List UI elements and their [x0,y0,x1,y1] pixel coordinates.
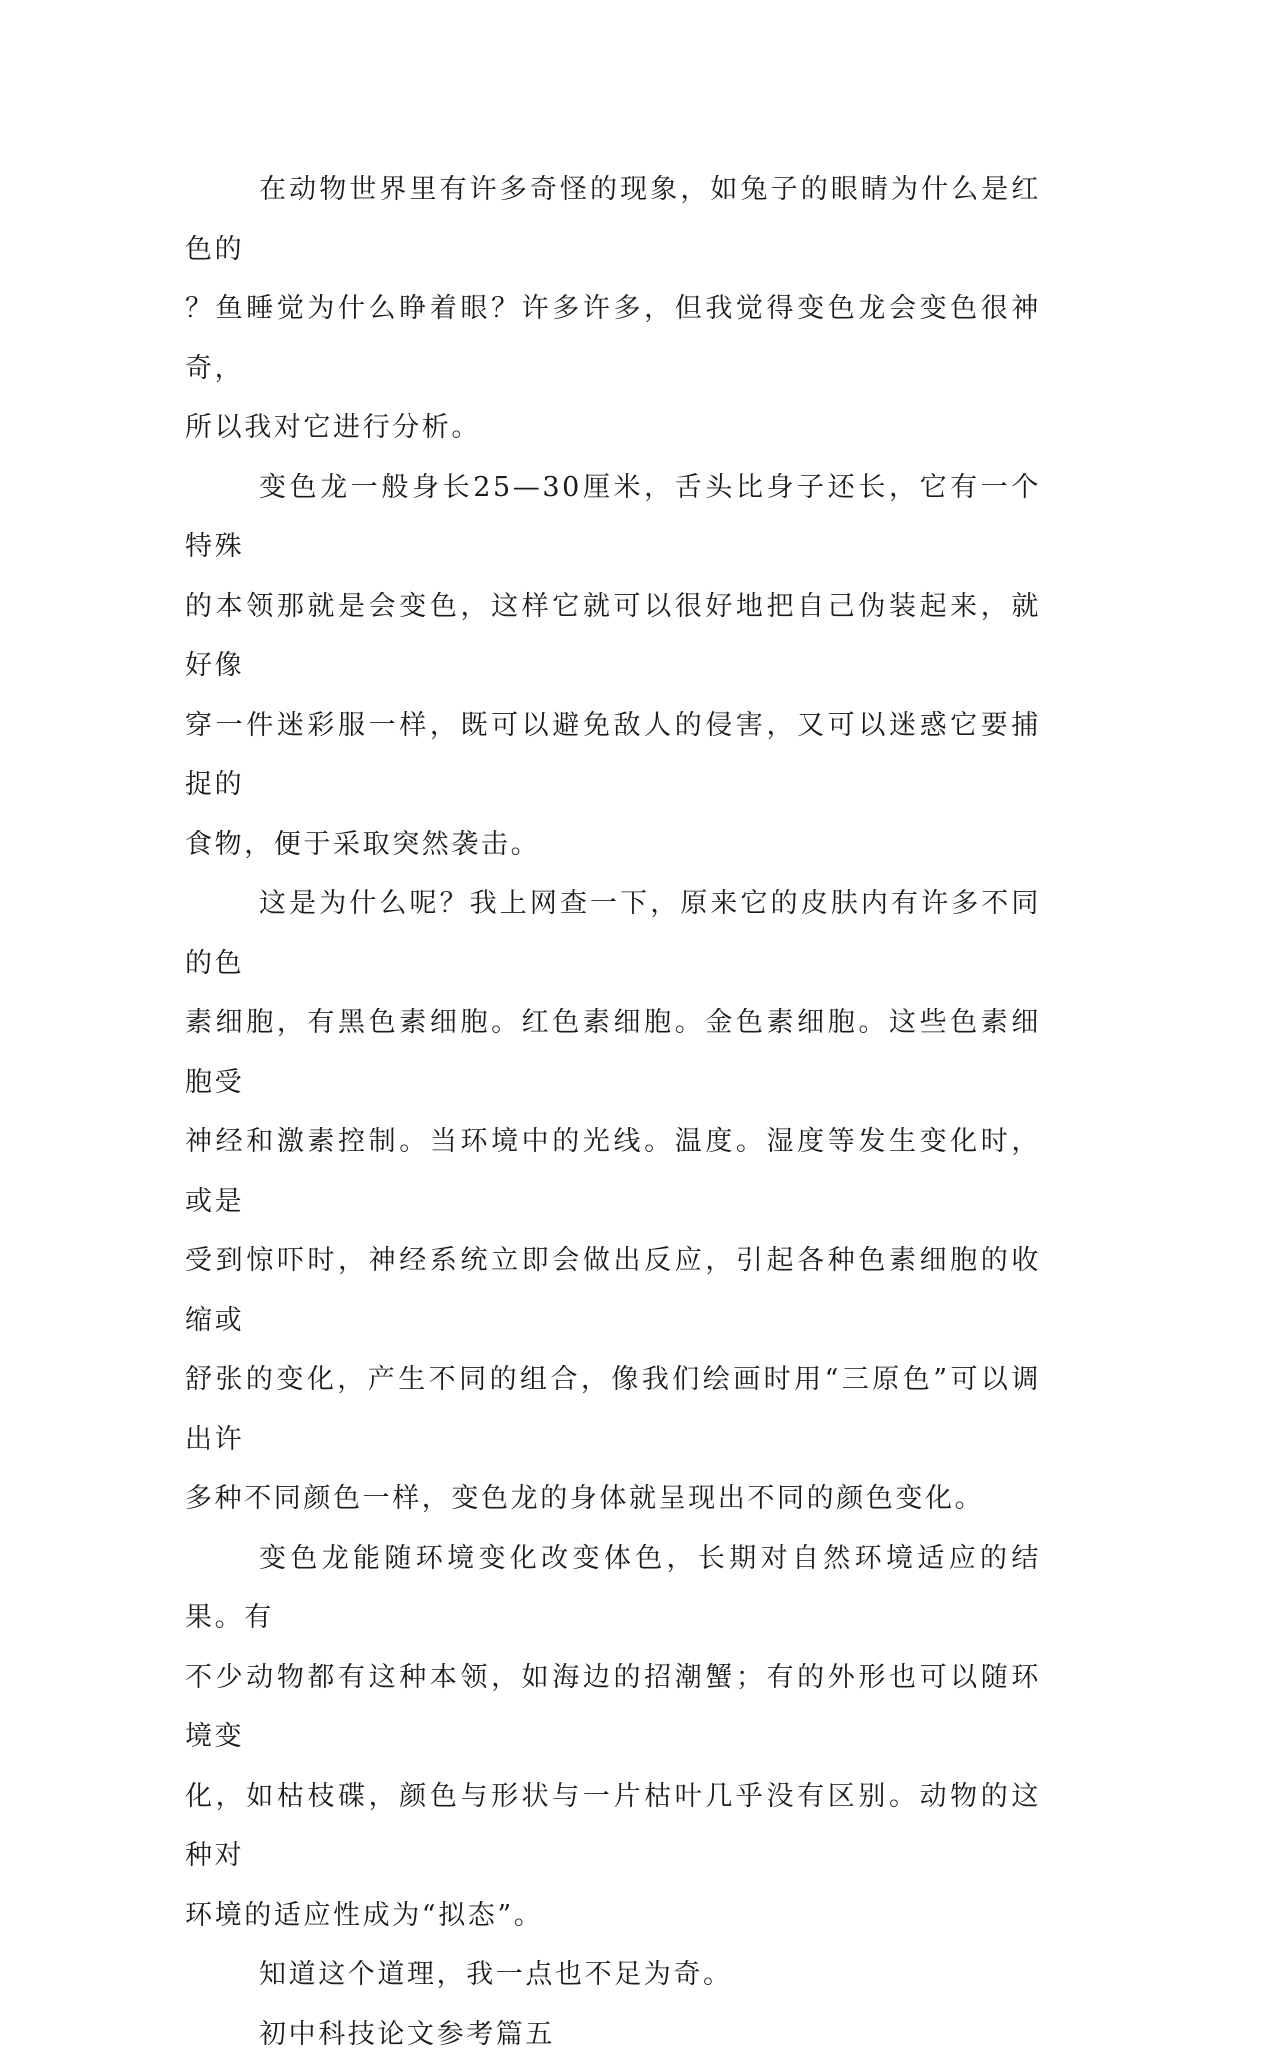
paragraph-pigment-cells: 这是为什么呢？我上网查一下，原来它的皮肤内有许多不同的色 素细胞，有黑色素细胞。红色素细胞。金色素细胞。这些色素细胞受 神经和激素控制。当环境中的光线。温度。湿度等发生变化时，或是 受到惊吓时，神经系统立即会做出反应，引起各种色素细胞的收缩或 舒张的变化，产生不同的组合，像我们绘画时用“三原色”可以调出许 多种不同颜色一样，变色龙的身体就呈现出不同的颜色变化。 [185,874,1041,1529]
section-heading: 初中科技论文参考篇五 [185,2005,1041,2064]
document-body [185,160,1041,2064]
paragraph-mimicry: 变色龙能随环境变化改变体色，长期对自然环境适应的结果。有 不少动物都有这种本领，如海边的招潮蟹；有的外形也可以随环境变 化，如枯枝碟，颜色与形状与一片枯叶几乎没有区别。动物的这种对 环境的适应性成为“拟态”。 [185,1529,1041,1946]
paragraph-intro: 在动物世界里有许多奇怪的现象，如兔子的眼睛为什么是红色的 ？鱼睡觉为什么睁着眼？许多许多，但我觉得变色龙会变色很神奇， 所以我对它进行分析。 [185,160,1041,458]
paragraph-conclusion: 知道这个道理，我一点也不足为奇。 [185,1945,1041,2005]
paragraph-size-and-ability: 变色龙一般身长25—30厘米，舌头比身子还长，它有一个特殊 的本领那就是会变色，这样它就可以很好地把自己伪装起来，就好像 穿一件迷彩服一样，既可以避免敌人的侵害，又可以迷惑它要捕捉的 食物，便于采取突然袭击。 [185,458,1041,875]
